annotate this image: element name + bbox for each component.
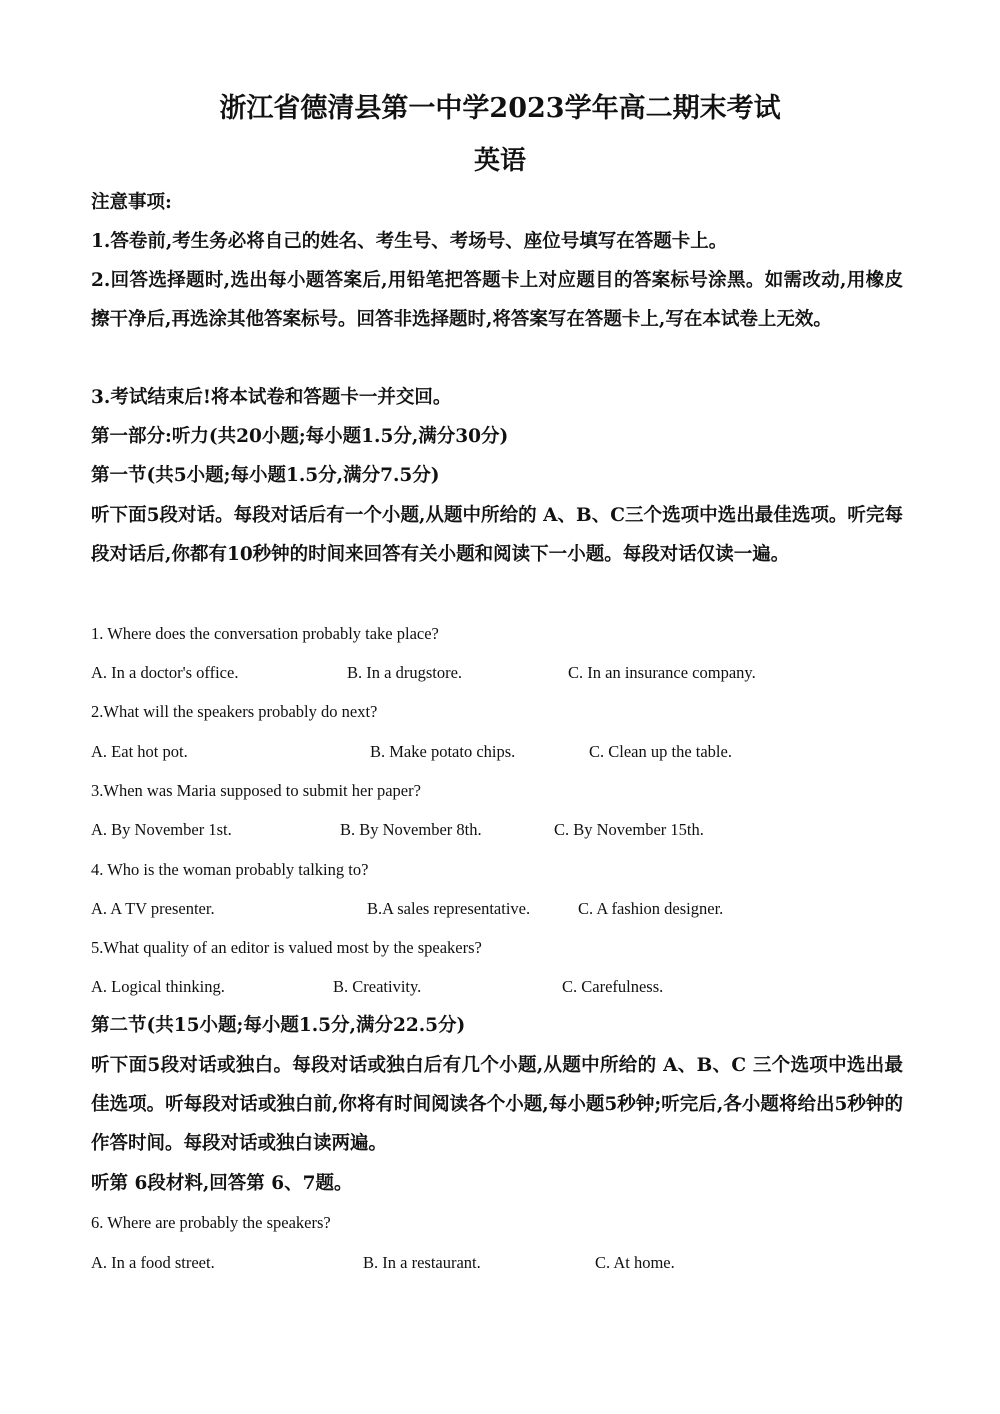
question-1-option-b: B. In a drugstore. [347, 663, 463, 682]
section1-instructions: 听下面5段对话。每段对话后有一个小题,从题中所给的 A、B、C三个选项中选出最佳选项。听完每段对话后,你都有10秒钟的时间来回答有关小题和阅读下一小题。每段对话仅读一遍。 [91, 505, 903, 565]
question-3-stem: 3.When was Maria supposed to submit her paper? [91, 781, 421, 800]
question-4-options [91, 889, 903, 928]
question-1-option-a: A. In a doctor's office. [91, 663, 239, 682]
question-4-option-c: C. A fashion designer. [578, 899, 724, 918]
notice-item-2: 2.回答选择题时,选出每小题答案后,用铅笔把答题卡上对应题目的答案标号涂黑。如需改动,用橡皮擦干净后,再选涂其他答案标号。回答非选择题时,将答案写在答题卡上,写在本试卷上无效。 [91, 270, 903, 330]
question-1-options [91, 653, 903, 692]
section2-heading: 第二节(共15小题;每小题1.5分,满分22.5分) [91, 1015, 466, 1036]
notice-heading: 注意事项: [91, 192, 172, 213]
question-4-option-a: A. A TV presenter. [91, 899, 215, 918]
exam-subject: 英语 [473, 146, 526, 176]
section2-instructions: 听下面5段对话或独白。每段对话或独白后有几个小题,从题中所给的 A、B、C 三个选项中选出最佳选项。听每段对话或独白前,你将有时间阅读各个小题,每小题5秒钟;听完后,各小题将给出5秒钟的作答时间。每段对话或独白读两遍。 [91, 1055, 903, 1154]
question-5-options [91, 967, 903, 1006]
question-5-option-a: A. Logical thinking. [91, 977, 225, 996]
material6-heading: 听第 6段材料,回答第 6、7题。 [91, 1173, 353, 1194]
question-6-option-a: A. In a food street. [91, 1253, 215, 1272]
question-5-option-b: B. Creativity. [333, 977, 422, 996]
question-5-stem: 5.What quality of an editor is valued most by the speakers? [91, 938, 482, 957]
question-6-option-c: C. At home. [595, 1253, 675, 1272]
part1-heading: 第一部分:听力(共20小题;每小题1.5分,满分30分) [91, 426, 509, 447]
question-6-options [91, 1243, 903, 1282]
question-3-option-a: A. By November 1st. [91, 820, 232, 839]
question-2-stem: 2.What will the speakers probably do next? [91, 702, 378, 721]
question-3-option-c: C. By November 15th. [554, 820, 704, 839]
question-6-option-b: B. In a restaurant. [363, 1253, 481, 1272]
question-5-option-c: C. Carefulness. [562, 977, 664, 996]
section1-heading: 第一节(共5小题;每小题1.5分,满分7.5分) [91, 465, 440, 486]
question-3-option-b: B. By November 8th. [340, 820, 482, 839]
question-3-options [91, 810, 903, 849]
question-4-option-b: B.A sales representative. [367, 899, 531, 918]
question-4-stem: 4. Who is the woman probably talking to? [91, 860, 369, 879]
question-2-option-b: B. Make potato chips. [370, 742, 516, 761]
question-1-stem: 1. Where does the conversation probably take place? [91, 624, 439, 643]
notice-item-3: 3.考试结束后!将本试卷和答题卡一并交回。 [91, 387, 452, 408]
exam-title: 浙江省德清县第一中学2023学年高二期末考试 [219, 93, 781, 124]
notice-item-1: 1.答卷前,考生务必将自己的姓名、考生号、考场号、座位号填写在答题卡上。 [91, 231, 728, 252]
question-2-options [91, 732, 903, 771]
question-6-stem: 6. Where are probably the speakers? [91, 1213, 331, 1232]
question-2-option-a: A. Eat hot pot. [91, 742, 188, 761]
question-2-option-c: C. Clean up the table. [589, 742, 732, 761]
question-1-option-c: C. In an insurance company. [568, 663, 756, 682]
